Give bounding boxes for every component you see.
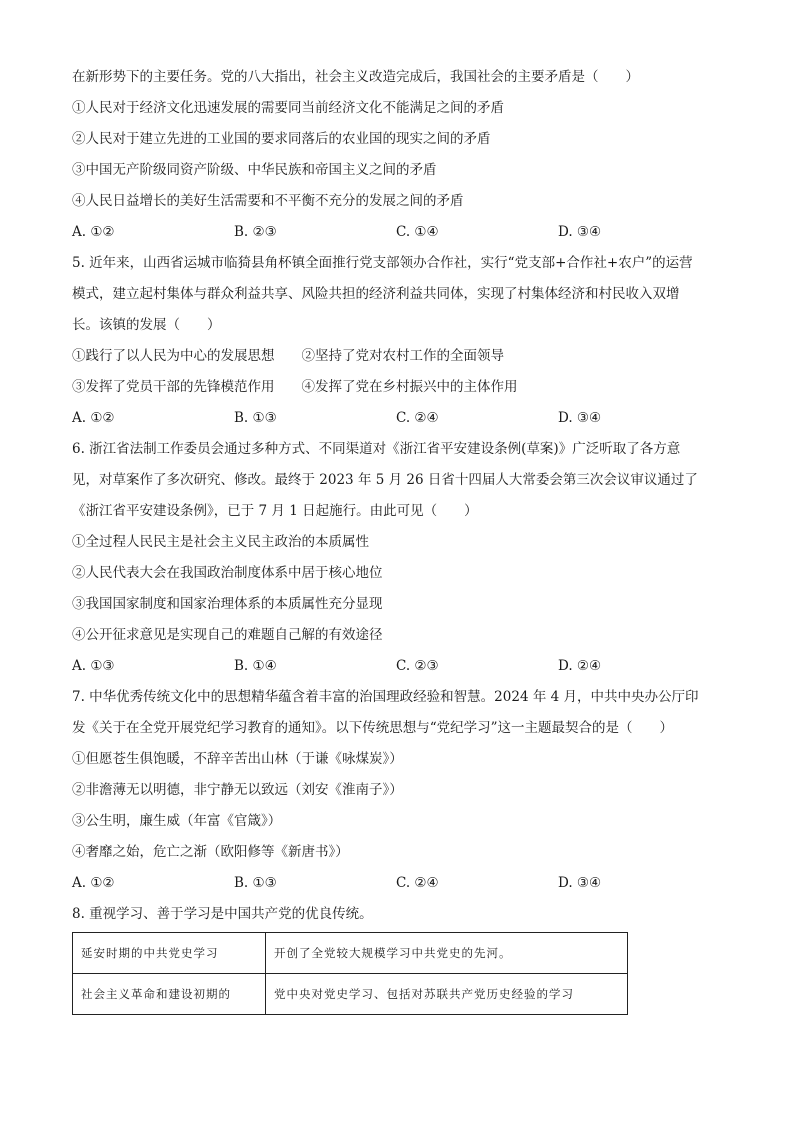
table-row [73, 974, 628, 1015]
question-stem: 在新形势下的主要任务。党的八大指出，社会主义改造完成后，我国社会的主要矛盾是（ ） [72, 69, 639, 85]
option-a[interactable]: A. ①② [72, 875, 115, 891]
option-a[interactable]: A. ①③ [72, 658, 115, 674]
option-c[interactable]: C. ②④ [396, 875, 439, 891]
question-stem: 8. 重视学习、善于学习是中国共产党的优良传统。 [72, 906, 373, 922]
statement-2: ②人民对于建立先进的工业国的要求同落后的农业国的现实之间的矛盾 [72, 131, 491, 147]
question-stem-line: 《浙江省平安建设条例》，已于 7 月 1 日起施行。由此可见（ ） [72, 503, 478, 519]
option-a[interactable]: A. ①② [72, 410, 115, 426]
option-a[interactable]: A. ①② [72, 224, 115, 240]
statement-3: ③我国国家制度和国家治理体系的本质属性充分显现 [72, 596, 383, 612]
option-c[interactable]: C. ②④ [396, 410, 439, 426]
question-stem-line: 7. 中华优秀传统文化中的思想精华蕴含着丰富的治国理政经验和智慧。2024 年 4 月，中共中央办公厅印 [72, 689, 699, 705]
question-7 [72, 682, 732, 899]
question-stem-line: 模式，建立起村集体与群众利益共享、风险共担的经济利益共同体，实现了村集体经济和村民收入双增 [72, 286, 680, 302]
statement-pair: ①践行了以人民为中心的发展思想 ②坚持了党对农村工作的全面领导 [72, 348, 504, 364]
question-stem-line: 发《关于在全党开展党纪学习教育的通知》。以下传统思想与“党纪学习”这一主题最契合的是（ ） [72, 720, 674, 736]
question-stem-line: 6. 浙江省法制工作委员会通过多种方式、不同渠道对《浙江省平安建设条例(草案)》广泛听取了各方意 [72, 441, 681, 457]
question-8 [72, 899, 732, 1015]
exam-page [72, 62, 732, 1015]
question-4 [72, 62, 732, 248]
statement-4: ④人民日益增长的美好生活需要和不平衡不充分的发展之间的矛盾 [72, 193, 464, 209]
statement-1: ①人民对于经济文化迅速发展的需要同当前经济文化不能满足之间的矛盾 [72, 100, 504, 116]
statement-2: ②非澹薄无以明德，非宁静无以致远（刘安《淮南子》） [72, 782, 403, 798]
option-b[interactable]: B. ①③ [234, 410, 277, 426]
option-b[interactable]: B. ①③ [234, 875, 277, 891]
option-d[interactable]: D. ②④ [558, 658, 602, 674]
answer-options [72, 217, 732, 248]
option-b[interactable]: B. ①④ [234, 658, 277, 674]
statement-3: ③中国无产阶级同资产阶级、中华民族和帝国主义之间的矛盾 [72, 162, 437, 178]
option-d[interactable]: D. ③④ [558, 224, 602, 240]
answer-options [72, 403, 732, 434]
table-row [73, 933, 628, 974]
statement-1: ①全过程人民民主是社会主义民主政治的本质属性 [72, 534, 369, 550]
question-stem-line: 5. 近年来，山西省运城市临猗县角杯镇全面推行党支部领办合作社，实行“党支部+合作社+农户”的运营 [72, 255, 693, 271]
statement-4: ④公开征求意见是实现自己的难题自己解的有效途径 [72, 627, 383, 643]
history-study-table [72, 932, 628, 1015]
statement-3: ③公生明，廉生威（年富《官箴》） [72, 813, 282, 829]
option-d[interactable]: D. ③④ [558, 410, 602, 426]
answer-options [72, 651, 732, 682]
table-cell-period: 社会主义革命和建设初期的 [73, 974, 266, 1015]
option-d[interactable]: D. ③④ [558, 875, 602, 891]
statement-4: ④奢靡之始，危亡之渐（欧阳修等《新唐书》） [72, 844, 349, 860]
option-c[interactable]: C. ②③ [396, 658, 439, 674]
answer-options [72, 868, 732, 899]
statement-pair: ③发挥了党员干部的先锋模范作用 ④发挥了党在乡村振兴中的主体作用 [72, 379, 518, 395]
statement-2: ②人民代表大会在我国政治制度体系中居于核心地位 [72, 565, 383, 581]
question-stem-line: 见，对草案作了多次研究、修改。最终于 2023 年 5 月 26 日省十四届人大常委会第三次会议审议通过了 [72, 472, 698, 488]
table-cell-period: 延安时期的中共党史学习 [73, 933, 266, 974]
option-c[interactable]: C. ①④ [396, 224, 439, 240]
option-b[interactable]: B. ②③ [234, 224, 277, 240]
statement-1: ①但愿苍生俱饱暖，不辞辛苦出山林（于谦《咏煤炭》） [72, 751, 403, 767]
question-6 [72, 434, 732, 682]
table-cell-description: 党中央对党史学习、包括对苏联共产党历史经验的学习 [266, 974, 628, 1015]
question-stem-line: 长。该镇的发展（ ） [72, 317, 221, 333]
table-cell-description: 开创了全党较大规模学习中共党史的先河。 [266, 933, 628, 974]
question-5 [72, 248, 732, 434]
